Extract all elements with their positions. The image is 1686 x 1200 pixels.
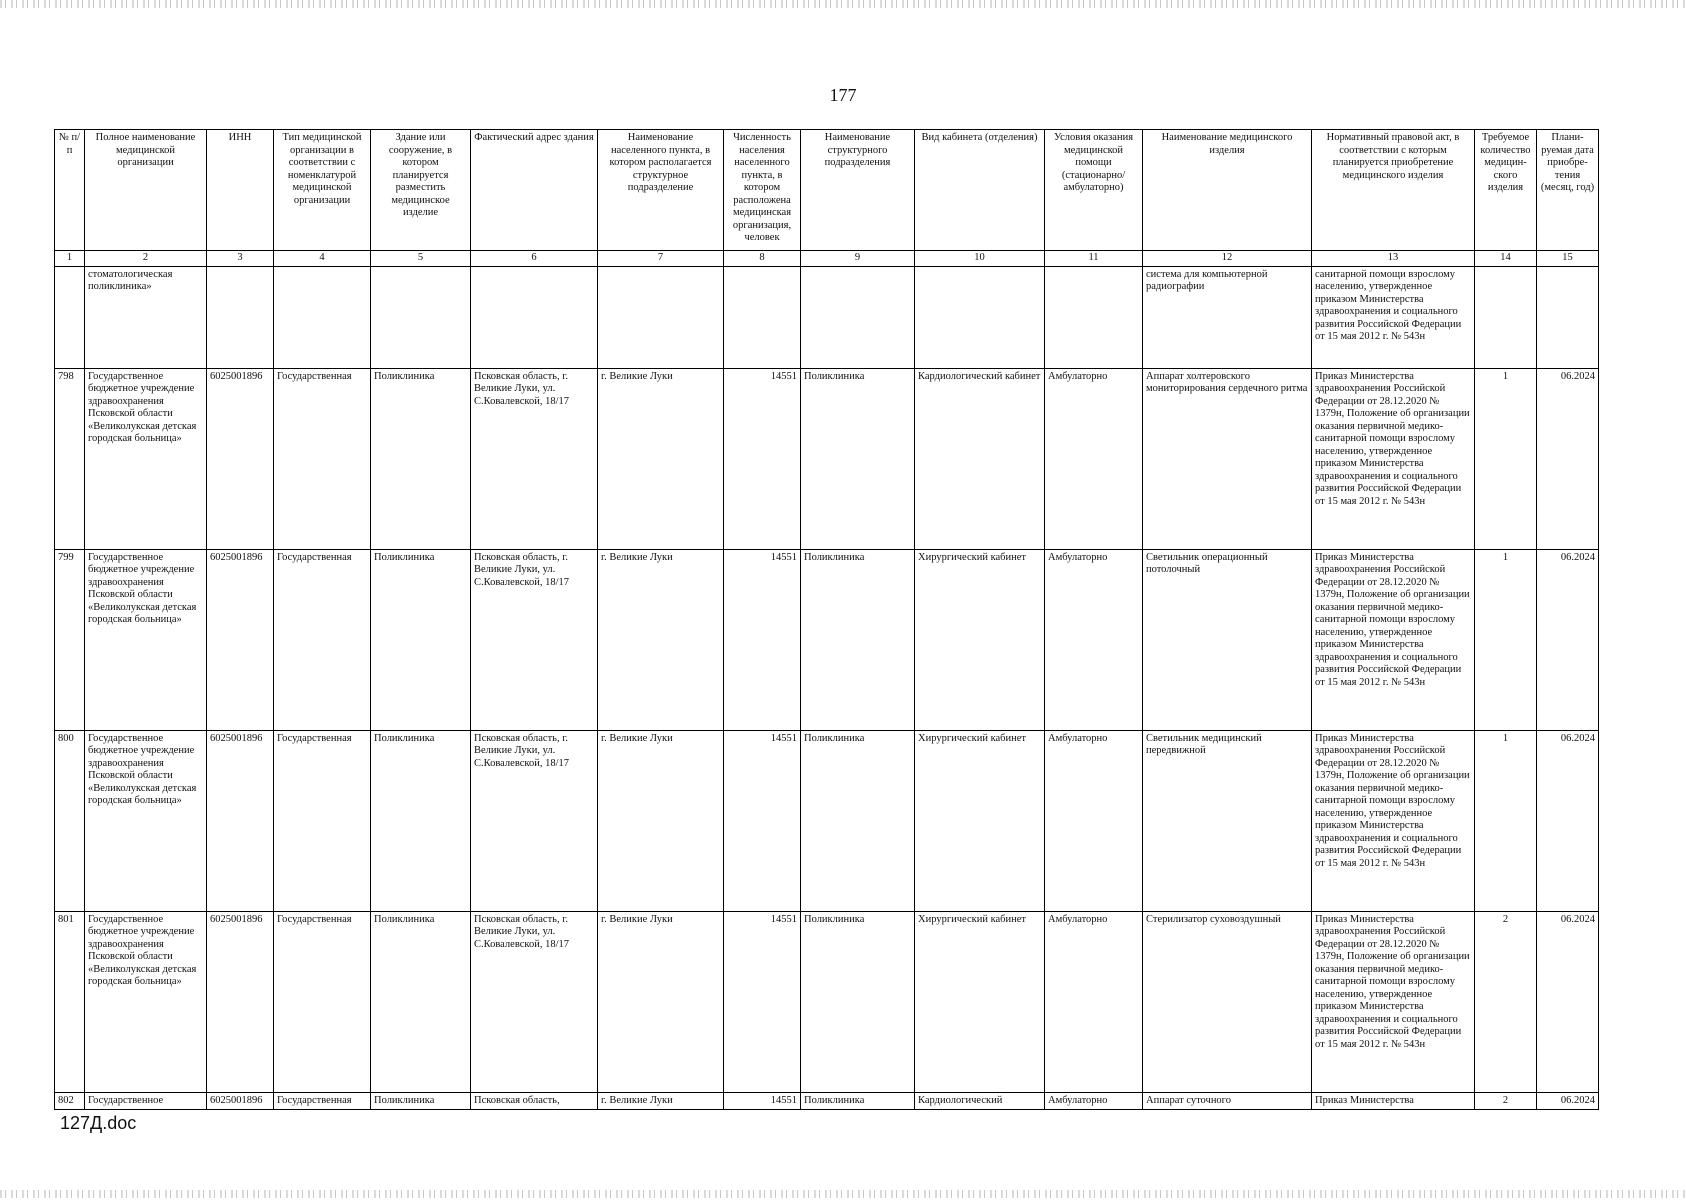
cell-cabinet: Хирургический кабинет	[915, 549, 1045, 730]
cell-date: 06.2024	[1537, 1092, 1599, 1110]
column-number: 2	[85, 251, 207, 267]
header-cell: Плани-руемая дата приобре-тения (месяц, год)	[1537, 130, 1599, 251]
cell-type: Государственная	[274, 549, 371, 730]
cell-address	[471, 266, 598, 368]
header-cell: Здание или сооружение, в котором планируется разместить медицинское изделие	[371, 130, 471, 251]
cell-locality: г. Великие Луки	[598, 911, 724, 1092]
cell-act: Приказ Министерства здравоохранения Российской Федерации от 28.12.2020 № 1379н, Положение об организации оказания первичной медико-санитарной помощи взрослому населению, утвержденное приказом Министерства здравоохранения и социального развития Российской Федерации от 15 мая 2012 г. № 543н	[1312, 911, 1475, 1092]
header-cell: Нормативный правовой акт, в соответствии с которым планируется приобретение медицинского изделия	[1312, 130, 1475, 251]
column-number: 6	[471, 251, 598, 267]
cell-unit: Поликлиника	[801, 911, 915, 1092]
cell-address: Псковская область, г. Великие Луки, ул. С.Ковалевской, 18/17	[471, 911, 598, 1092]
cell-org: Государственное бюджетное учреждение здравоохранения Псковской области «Великолукская детская городская больница»	[85, 730, 207, 911]
cell-cabinet: Кардиологический кабинет	[915, 368, 1045, 549]
cell-inn: 6025001896	[207, 730, 274, 911]
header-cell: Полное наименование медицинской организации	[85, 130, 207, 251]
cell-date: 06.2024	[1537, 549, 1599, 730]
cell-conditions: Амбулаторно	[1045, 730, 1143, 911]
header-cell: Условия оказания медицинской помощи (стационарно/ амбулаторно)	[1045, 130, 1143, 251]
column-number: 8	[724, 251, 801, 267]
cell-quantity: 2	[1475, 911, 1537, 1092]
cell-org: Государственное бюджетное учреждение здравоохранения Псковской области «Великолукская детская городская больница»	[85, 549, 207, 730]
cell-num: 801	[55, 911, 85, 1092]
column-number: 7	[598, 251, 724, 267]
cell-building: Поликлиника	[371, 549, 471, 730]
table-row	[55, 368, 1599, 549]
cell-device: Аппарат холтеровского мониторирования сердечного ритма	[1143, 368, 1312, 549]
cell-num: 800	[55, 730, 85, 911]
cell-locality: г. Великие Луки	[598, 1092, 724, 1110]
header-cell: Требуемое количество медицин-ского изделия	[1475, 130, 1537, 251]
header-row	[55, 130, 1599, 251]
page-number: 177	[829, 85, 857, 105]
table-row-partial	[55, 1092, 1599, 1110]
cell-num: 799	[55, 549, 85, 730]
cell-unit: Поликлиника	[801, 368, 915, 549]
cell-device: Светильник медицинский передвижной	[1143, 730, 1312, 911]
cell-population	[724, 266, 801, 368]
column-number: 12	[1143, 251, 1312, 267]
cell-inn: 6025001896	[207, 368, 274, 549]
cell-conditions: Амбулаторно	[1045, 368, 1143, 549]
cell-conditions: Амбулаторно	[1045, 1092, 1143, 1110]
header-cell: Тип медицинской организации в соответствии с номенклатурой медицинской организации	[274, 130, 371, 251]
cell-locality: г. Великие Луки	[598, 730, 724, 911]
cell-address: Псковская область, г. Великие Луки, ул. С.Ковалевской, 18/17	[471, 730, 598, 911]
column-number: 11	[1045, 251, 1143, 267]
column-number: 14	[1475, 251, 1537, 267]
cell-conditions: Амбулаторно	[1045, 549, 1143, 730]
cell-num: 798	[55, 368, 85, 549]
column-number: 3	[207, 251, 274, 267]
column-number: 4	[274, 251, 371, 267]
cell-building: Поликлиника	[371, 368, 471, 549]
cell-device: Светильник операционный потолочный	[1143, 549, 1312, 730]
cell-device: Аппарат суточного	[1143, 1092, 1312, 1110]
cell-quantity: 1	[1475, 549, 1537, 730]
column-number: 15	[1537, 251, 1599, 267]
table-row	[55, 911, 1599, 1092]
cell-cabinet	[915, 266, 1045, 368]
cell-population: 14551	[724, 911, 801, 1092]
cell-org: стоматологическая поликлиника»	[85, 266, 207, 368]
cell-population: 14551	[724, 730, 801, 911]
cell-locality: г. Великие Луки	[598, 368, 724, 549]
cell-date: 06.2024	[1537, 368, 1599, 549]
header-cell: Численность населения населенного пункта, в котором расположена медицинская организация, человек	[724, 130, 801, 251]
cell-conditions	[1045, 266, 1143, 368]
cell-date: 06.2024	[1537, 730, 1599, 911]
document-filename: 127Д.doc	[60, 1113, 137, 1133]
column-number-row	[55, 251, 1599, 267]
cell-inn: 6025001896	[207, 1092, 274, 1110]
header-cell: ИНН	[207, 130, 274, 251]
cell-org: Государственное	[85, 1092, 207, 1110]
cell-quantity	[1475, 266, 1537, 368]
header-cell: Фактический адрес здания	[471, 130, 598, 251]
scan-edge-bottom	[0, 1190, 1686, 1198]
cell-date: 06.2024	[1537, 911, 1599, 1092]
cell-locality: г. Великие Луки	[598, 549, 724, 730]
cell-cabinet: Хирургический кабинет	[915, 911, 1045, 1092]
cell-type	[274, 266, 371, 368]
cell-quantity: 1	[1475, 368, 1537, 549]
cell-unit: Поликлиника	[801, 549, 915, 730]
cell-unit: Поликлиника	[801, 730, 915, 911]
header-cell: Вид кабинета (отделения)	[915, 130, 1045, 251]
scan-edge-top	[0, 0, 1686, 8]
cell-building: Поликлиника	[371, 730, 471, 911]
cell-device: Стерилизатор суховоздушный	[1143, 911, 1312, 1092]
cell-population: 14551	[724, 549, 801, 730]
cell-population: 14551	[724, 1092, 801, 1110]
cell-date	[1537, 266, 1599, 368]
cell-type: Государственная	[274, 730, 371, 911]
cell-cabinet: Кардиологический	[915, 1092, 1045, 1110]
cell-locality	[598, 266, 724, 368]
header-cell: Наименование медицинского изделия	[1143, 130, 1312, 251]
cell-address: Псковская область,	[471, 1092, 598, 1110]
column-number: 1	[55, 251, 85, 267]
cell-act: Приказ Министерства здравоохранения Российской Федерации от 28.12.2020 № 1379н, Положение об организации оказания первичной медико-санитарной помощи взрослому населению, утвержденное приказом Министерства здравоохранения и социального развития Российской Федерации от 15 мая 2012 г. № 543н	[1312, 730, 1475, 911]
cell-inn: 6025001896	[207, 549, 274, 730]
cell-type: Государственная	[274, 368, 371, 549]
column-number: 10	[915, 251, 1045, 267]
header-cell: Наименование структурного подразделения	[801, 130, 915, 251]
cell-act: Приказ Министерства здравоохранения Российской Федерации от 28.12.2020 № 1379н, Положение об организации оказания первичной медико-санитарной помощи взрослому населению, утвержденное приказом Министерства здравоохранения и социального развития Российской Федерации от 15 мая 2012 г. № 543н	[1312, 368, 1475, 549]
cell-quantity: 2	[1475, 1092, 1537, 1110]
cell-population: 14551	[724, 368, 801, 549]
column-number: 13	[1312, 251, 1475, 267]
cell-quantity: 1	[1475, 730, 1537, 911]
cell-address: Псковская область, г. Великие Луки, ул. С.Ковалевской, 18/17	[471, 549, 598, 730]
header-cell: Наименование населенного пункта, в котором располагается структурное подразделение	[598, 130, 724, 251]
medical-devices-table	[54, 129, 1599, 1110]
cell-act: Приказ Министерства здравоохранения Российской Федерации от 28.12.2020 № 1379н, Положение об организации оказания первичной медико-санитарной помощи взрослому населению, утвержденное приказом Министерства здравоохранения и социального развития Российской Федерации от 15 мая 2012 г. № 543н	[1312, 549, 1475, 730]
cell-cabinet: Хирургический кабинет	[915, 730, 1045, 911]
header-cell: № п/п	[55, 130, 85, 251]
table-row	[55, 549, 1599, 730]
cell-inn	[207, 266, 274, 368]
cell-conditions: Амбулаторно	[1045, 911, 1143, 1092]
cell-num: 802	[55, 1092, 85, 1110]
column-number: 9	[801, 251, 915, 267]
table-row	[55, 730, 1599, 911]
cell-type: Государственная	[274, 911, 371, 1092]
cell-type: Государственная	[274, 1092, 371, 1110]
table-row-continued	[55, 266, 1599, 368]
cell-act: Приказ Министерства	[1312, 1092, 1475, 1110]
cell-num	[55, 266, 85, 368]
cell-building	[371, 266, 471, 368]
cell-act: санитарной помощи взрослому населению, утвержденное приказом Министерства здравоохранения и социального развития Российской Федерации от 15 мая 2012 г. № 543н	[1312, 266, 1475, 368]
cell-device: система для компьютерной радиографии	[1143, 266, 1312, 368]
cell-org: Государственное бюджетное учреждение здравоохранения Псковской области «Великолукская детская городская больница»	[85, 911, 207, 1092]
cell-unit	[801, 266, 915, 368]
cell-building: Поликлиника	[371, 1092, 471, 1110]
column-number: 5	[371, 251, 471, 267]
cell-inn: 6025001896	[207, 911, 274, 1092]
cell-org: Государственное бюджетное учреждение здравоохранения Псковской области «Великолукская детская городская больница»	[85, 368, 207, 549]
cell-unit: Поликлиника	[801, 1092, 915, 1110]
cell-address: Псковская область, г. Великие Луки, ул. С.Ковалевской, 18/17	[471, 368, 598, 549]
cell-building: Поликлиника	[371, 911, 471, 1092]
